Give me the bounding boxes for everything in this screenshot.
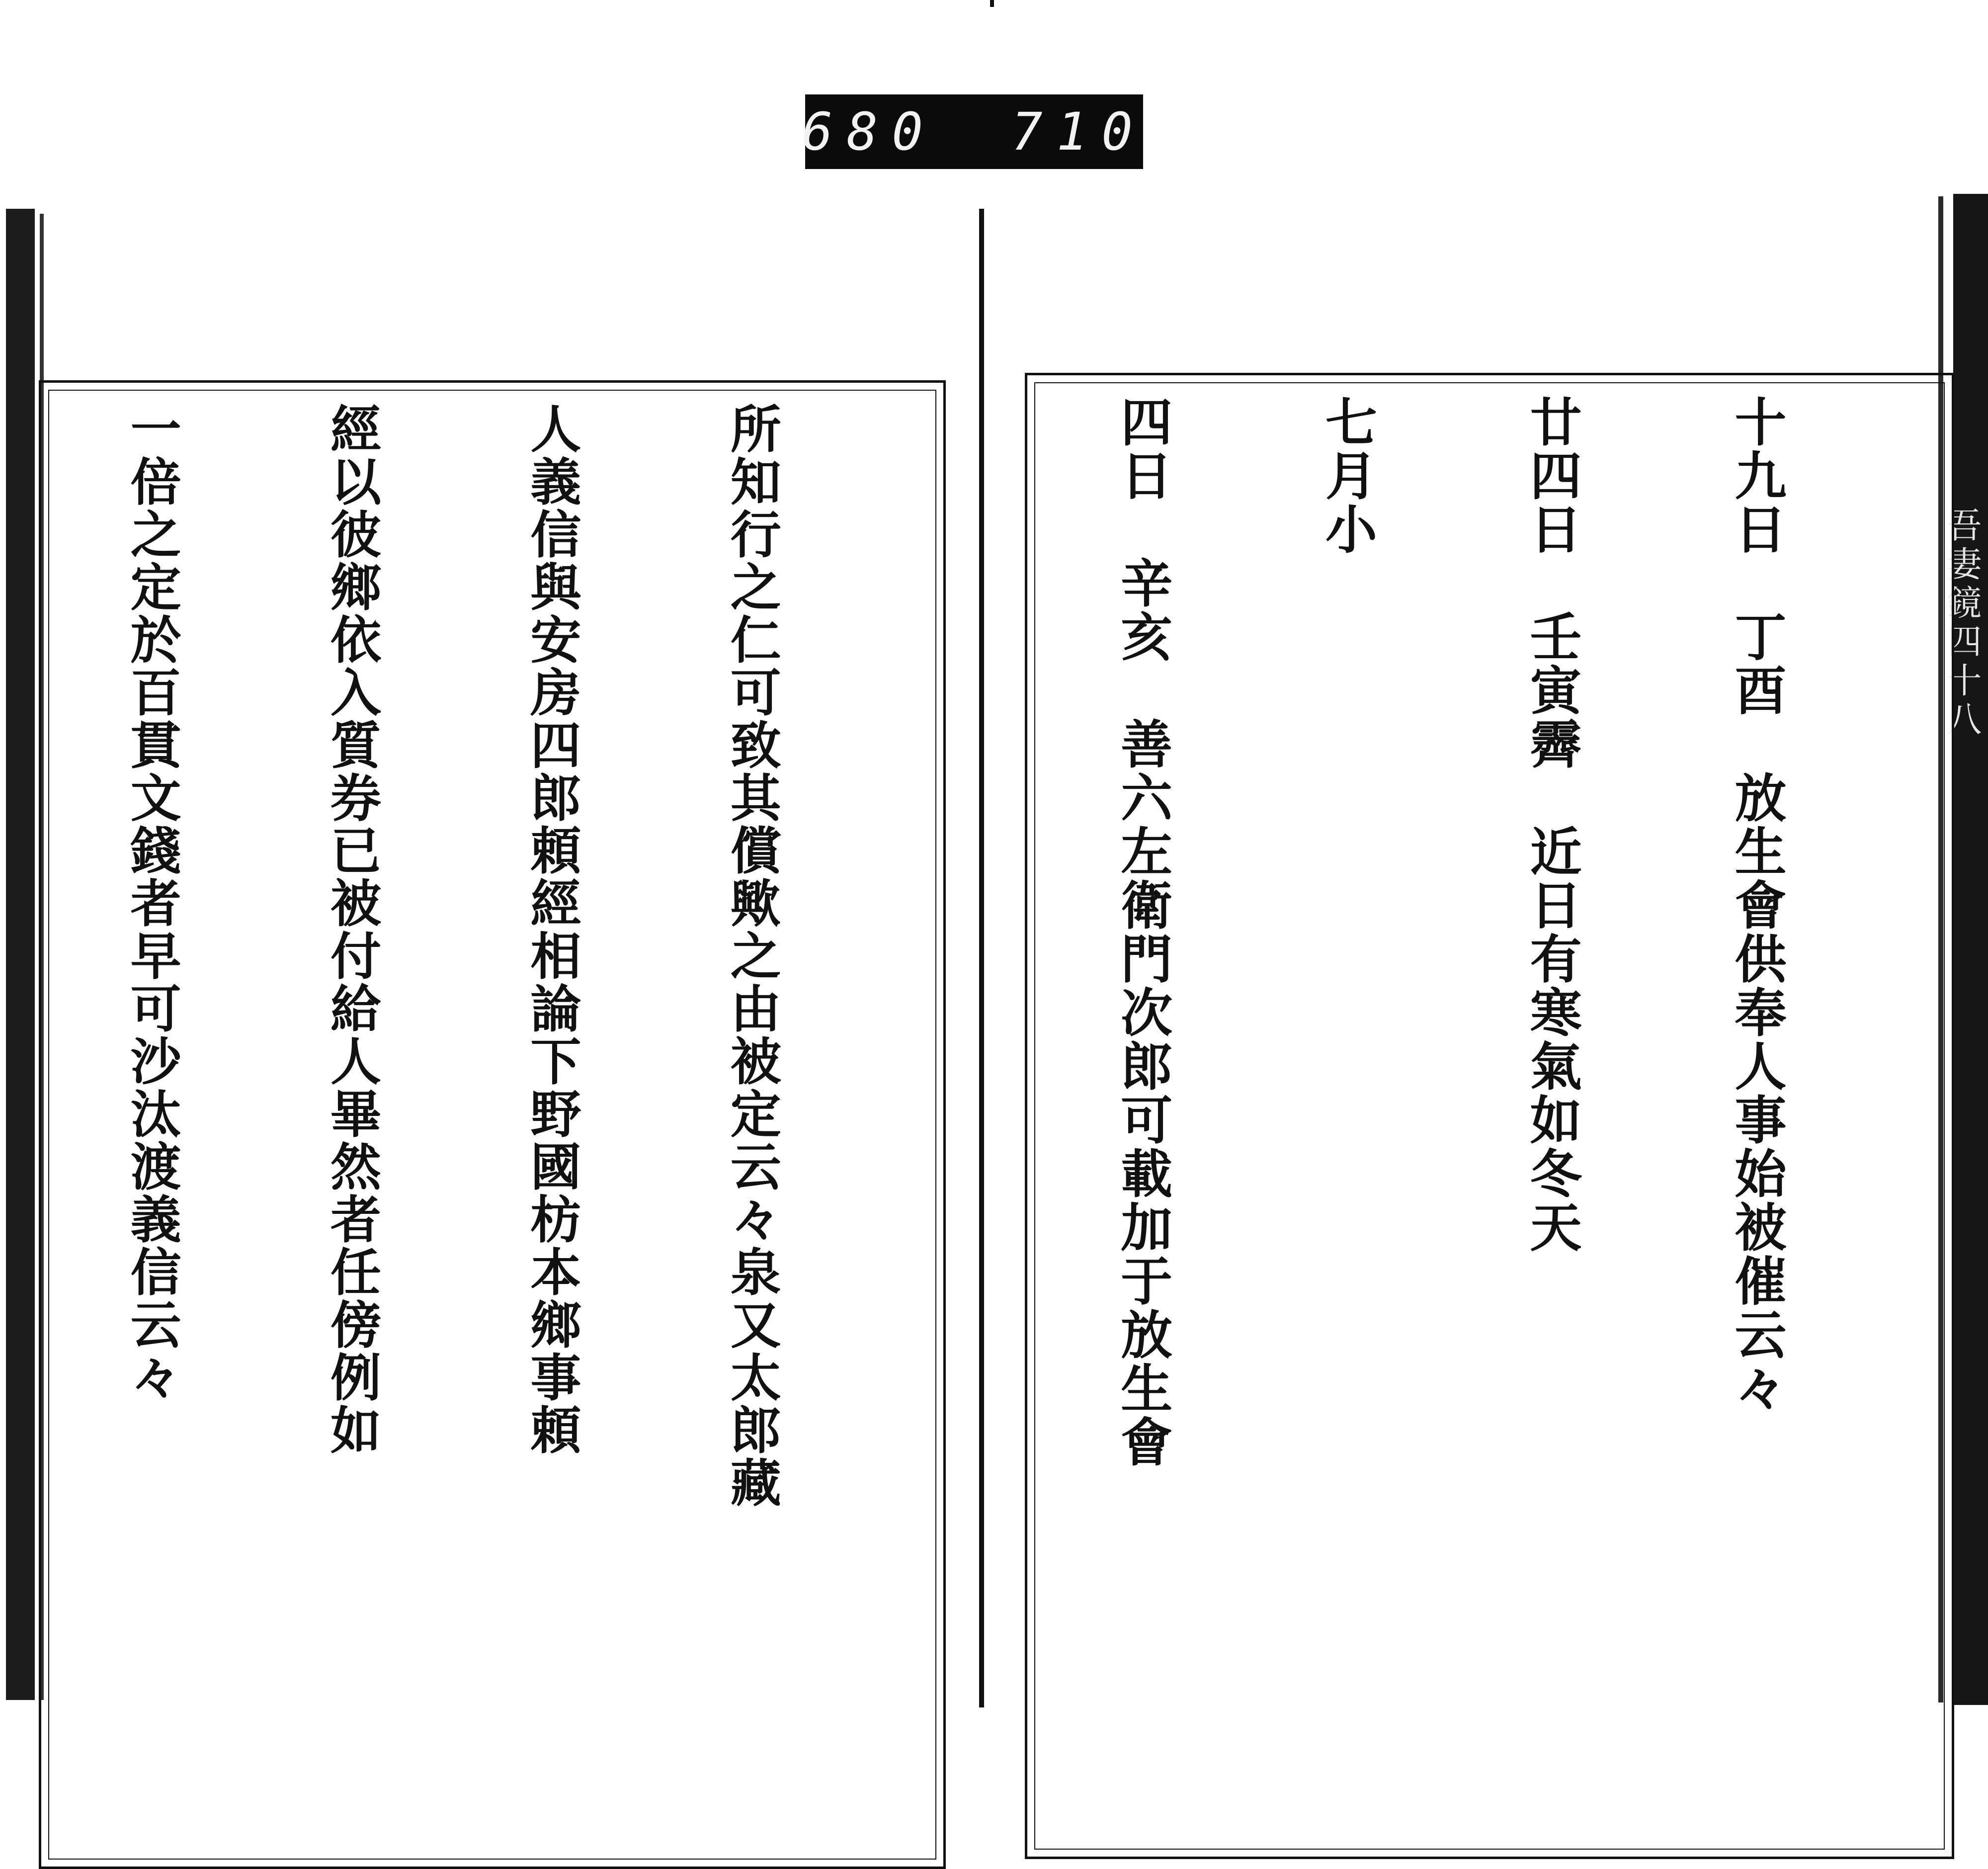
center-gutter-line xyxy=(979,209,984,1707)
top-tick-mark xyxy=(990,0,994,7)
left-col-2: 人義信與安房四郎頼經相論下野國枋本鄉事頼 xyxy=(522,403,582,1456)
left-page xyxy=(39,380,946,1869)
right-col-2: 廿四日 壬寅霽 近日有寒氣如冬天 xyxy=(1521,395,1582,1254)
frame-number-left: 680 xyxy=(802,101,937,162)
left-col-4: 一倍之定於百貫文錢者早可沙汰渡義信云々 xyxy=(122,403,182,1404)
left-col-1: 所知行之仁可致其償歟之由被定云々泉又太郎藏 xyxy=(722,403,782,1509)
right-col-1: 十九日 丁酉 放生會供奉人事始被催云々 xyxy=(1726,395,1787,1415)
right-page xyxy=(1025,373,1954,1859)
frame-number-right: 710 xyxy=(1011,101,1147,162)
right-page-text xyxy=(1052,395,1927,1837)
left-book-edge xyxy=(6,209,35,1700)
left-page-text xyxy=(66,403,918,1847)
right-col-3: 七月小 xyxy=(1316,395,1378,556)
right-col-4: 四日 辛亥 善六左衛門次郎可載加于放生會 xyxy=(1112,395,1173,1469)
frame-number-label xyxy=(802,94,1147,169)
right-book-edge xyxy=(1941,194,1988,1705)
edge-title-text: 吾妻鏡四十八 xyxy=(1941,507,1982,740)
left-col-3: 經以彼鄉依入質券已被付給人畢然者任傍例如 xyxy=(322,403,382,1456)
